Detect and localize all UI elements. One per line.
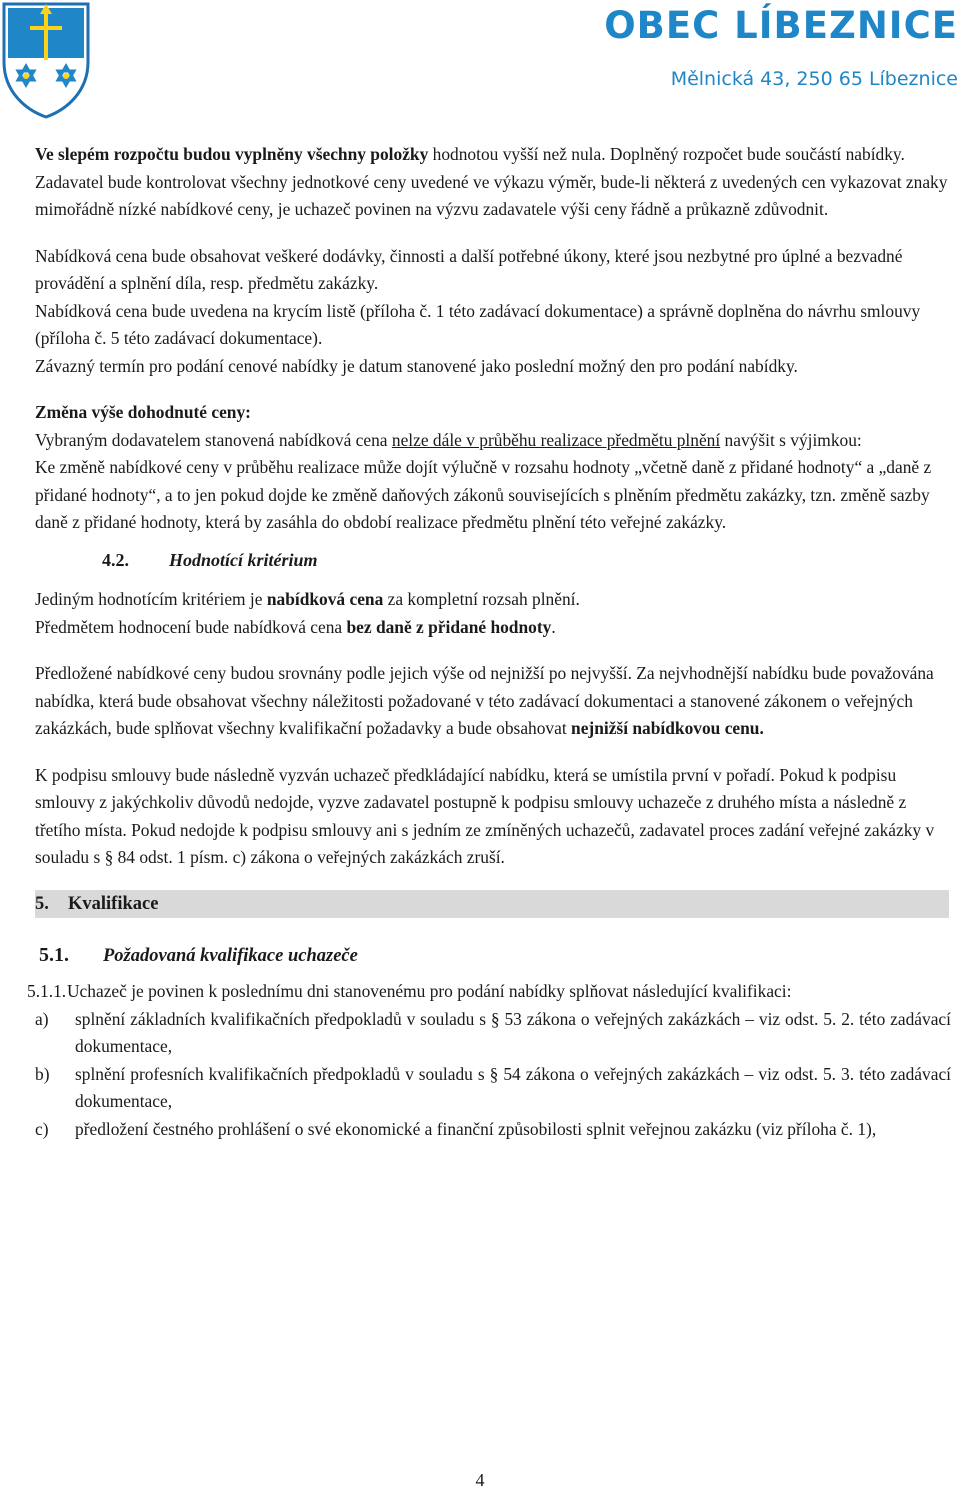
municipality-address: Mělnická 43, 250 65 Líbeznice	[670, 68, 958, 90]
section-heading-5-1: 5.1. Požadovaná kvalifikace uchazeče	[39, 943, 358, 966]
paragraph-vat-change: Ke změně nabídkové ceny v průběhu realizace může dojít výlučně v rozsahu hodnoty „včetně daně z přidané hodnoty“ a „daně z přidané hodnoty“, a to jen pokud dojde ke změně daňových zákonů souvisejících s plněním předmětu zakázky, tzn. změně sazby daně z přidané hodnoty, která by zasáhla do období realizace předmětu plnění této veřejné zakázky.	[35, 457, 932, 532]
paragraph-price-form: Nabídková cena bude uvedena na krycím listě (příloha č. 1 této zadávací dokumentace) a správně doplněna do návrhu smlouvy (příloha č. 5 této zadávací dokumentace).	[35, 300, 921, 348]
section-heading-5: 5. Kvalifikace	[35, 890, 949, 918]
page-number: 4	[475, 1470, 485, 1490]
paragraph-criterion: Jediným hodnotícím kritériem je nabídková cena za kompletní rozsah plnění.	[35, 589, 580, 609]
list-item: a) splnění základních kvalifikačních předpokladů v souladu s § 53 zákona o veřejných zakázkách – viz odst. 5. 2. této zadávací dokumentace,	[35, 1008, 951, 1056]
clause-5-1-1: 5.1.1. Uchazeč je povinen k poslednímu dni stanovenému pro podání nabídky splňovat následující kvalifikaci:	[27, 981, 792, 1001]
section-heading-4-2: 4.2. Hodnotící kritérium	[102, 549, 318, 570]
paragraph-evaluation-subject: Předmětem hodnocení bude nabídková cena bez daně z přidané hodnoty.	[35, 616, 556, 637]
document-body	[27, 141, 951, 1143]
emphasis-text: Ve slepém rozpočtu budou vyplněny všechny položky	[35, 144, 429, 164]
letterhead	[0, 0, 960, 120]
paragraph-deadline: Závazný termín pro podání cenové nabídky je datum stanovené jako poslední možný den pro podání nabídky.	[35, 355, 798, 376]
paragraph-contract-signing: K podpisu smlouvy bude následně vyzván uchazeč předkládající nabídku, která se umístila první v pořadí. Pokud k podpisu smlouvy z jakýchkoliv důvodů nedojde, vyzve zadavatel postupně k podpisu smlouvy uchazeče z druhého místa a následně z třetího místa. Pokud nedojde k podpisu smlouvy ani s jedním ze zmíněných uchazečů, zadavatel proces zadání veřejné zakázky v souladu s § 84 odst. 1 písm. c) zákona o veřejných zakázkách zruší.	[35, 764, 935, 867]
list-item: b) splnění profesních kvalifikačních předpokladů v souladu s § 54 zákona o veřejných zakázkách – viz odst. 5. 3. této zadávací dokumentace,	[35, 1063, 951, 1111]
municipal-coat-of-arms-icon	[0, 0, 92, 120]
paragraph-price-content: Nabídková cena bude obsahovat veškeré dodávky, činnosti a další potřebné úkony, které jsou nezbytné pro úplné a bezvadné provádění a splnění díla, resp. předmětu zakázky.	[35, 245, 903, 293]
paragraph-price-sheet: Ve slepém rozpočtu budou vyplněny všechny položky hodnotou vyšší než nula. Doplněný rozpočet bude součástí nabídky. Zadavatel bude kontrolovat všechny jednotkové ceny uvedené ve výkazu výměr, bude-li některá z uvedených cen vykazovat znaky mimořádně nízké nabídkové ceny, je uchazeč povinen na výzvu zadavatele výši ceny řádně a průkazně zdůvodnit.	[35, 144, 948, 219]
list-item: c) předložení čestného prohlášení o své ekonomické a finanční způsobilosti splnit veřejnou zakázku (viz příloha č. 1),	[35, 1118, 877, 1139]
heading-price-change: Změna výše dohodnuté ceny:	[35, 402, 251, 422]
paragraph-evaluation: Předložené nabídkové ceny budou srovnány podle jejich výše od nejnižší po nejvyšší. Za nejvhodnější nabídku bude považována nabídka, která bude obsahovat všechny náležitosti požadované v této zadávací dokumentaci a stanovené zákonem o veřejných zakázkách, bude splňovat všechny kvalifikační požadavky a bude obsahovat nejnižší nabídkovou cenu.	[35, 663, 934, 738]
municipality-name: OBEC LÍBEZNICE	[604, 4, 958, 47]
paragraph-price-change: Vybraným dodavatelem stanovená nabídková cena nelze dále v průběhu realizace předmětu plnění navýšit s výjimkou:	[35, 429, 862, 450]
